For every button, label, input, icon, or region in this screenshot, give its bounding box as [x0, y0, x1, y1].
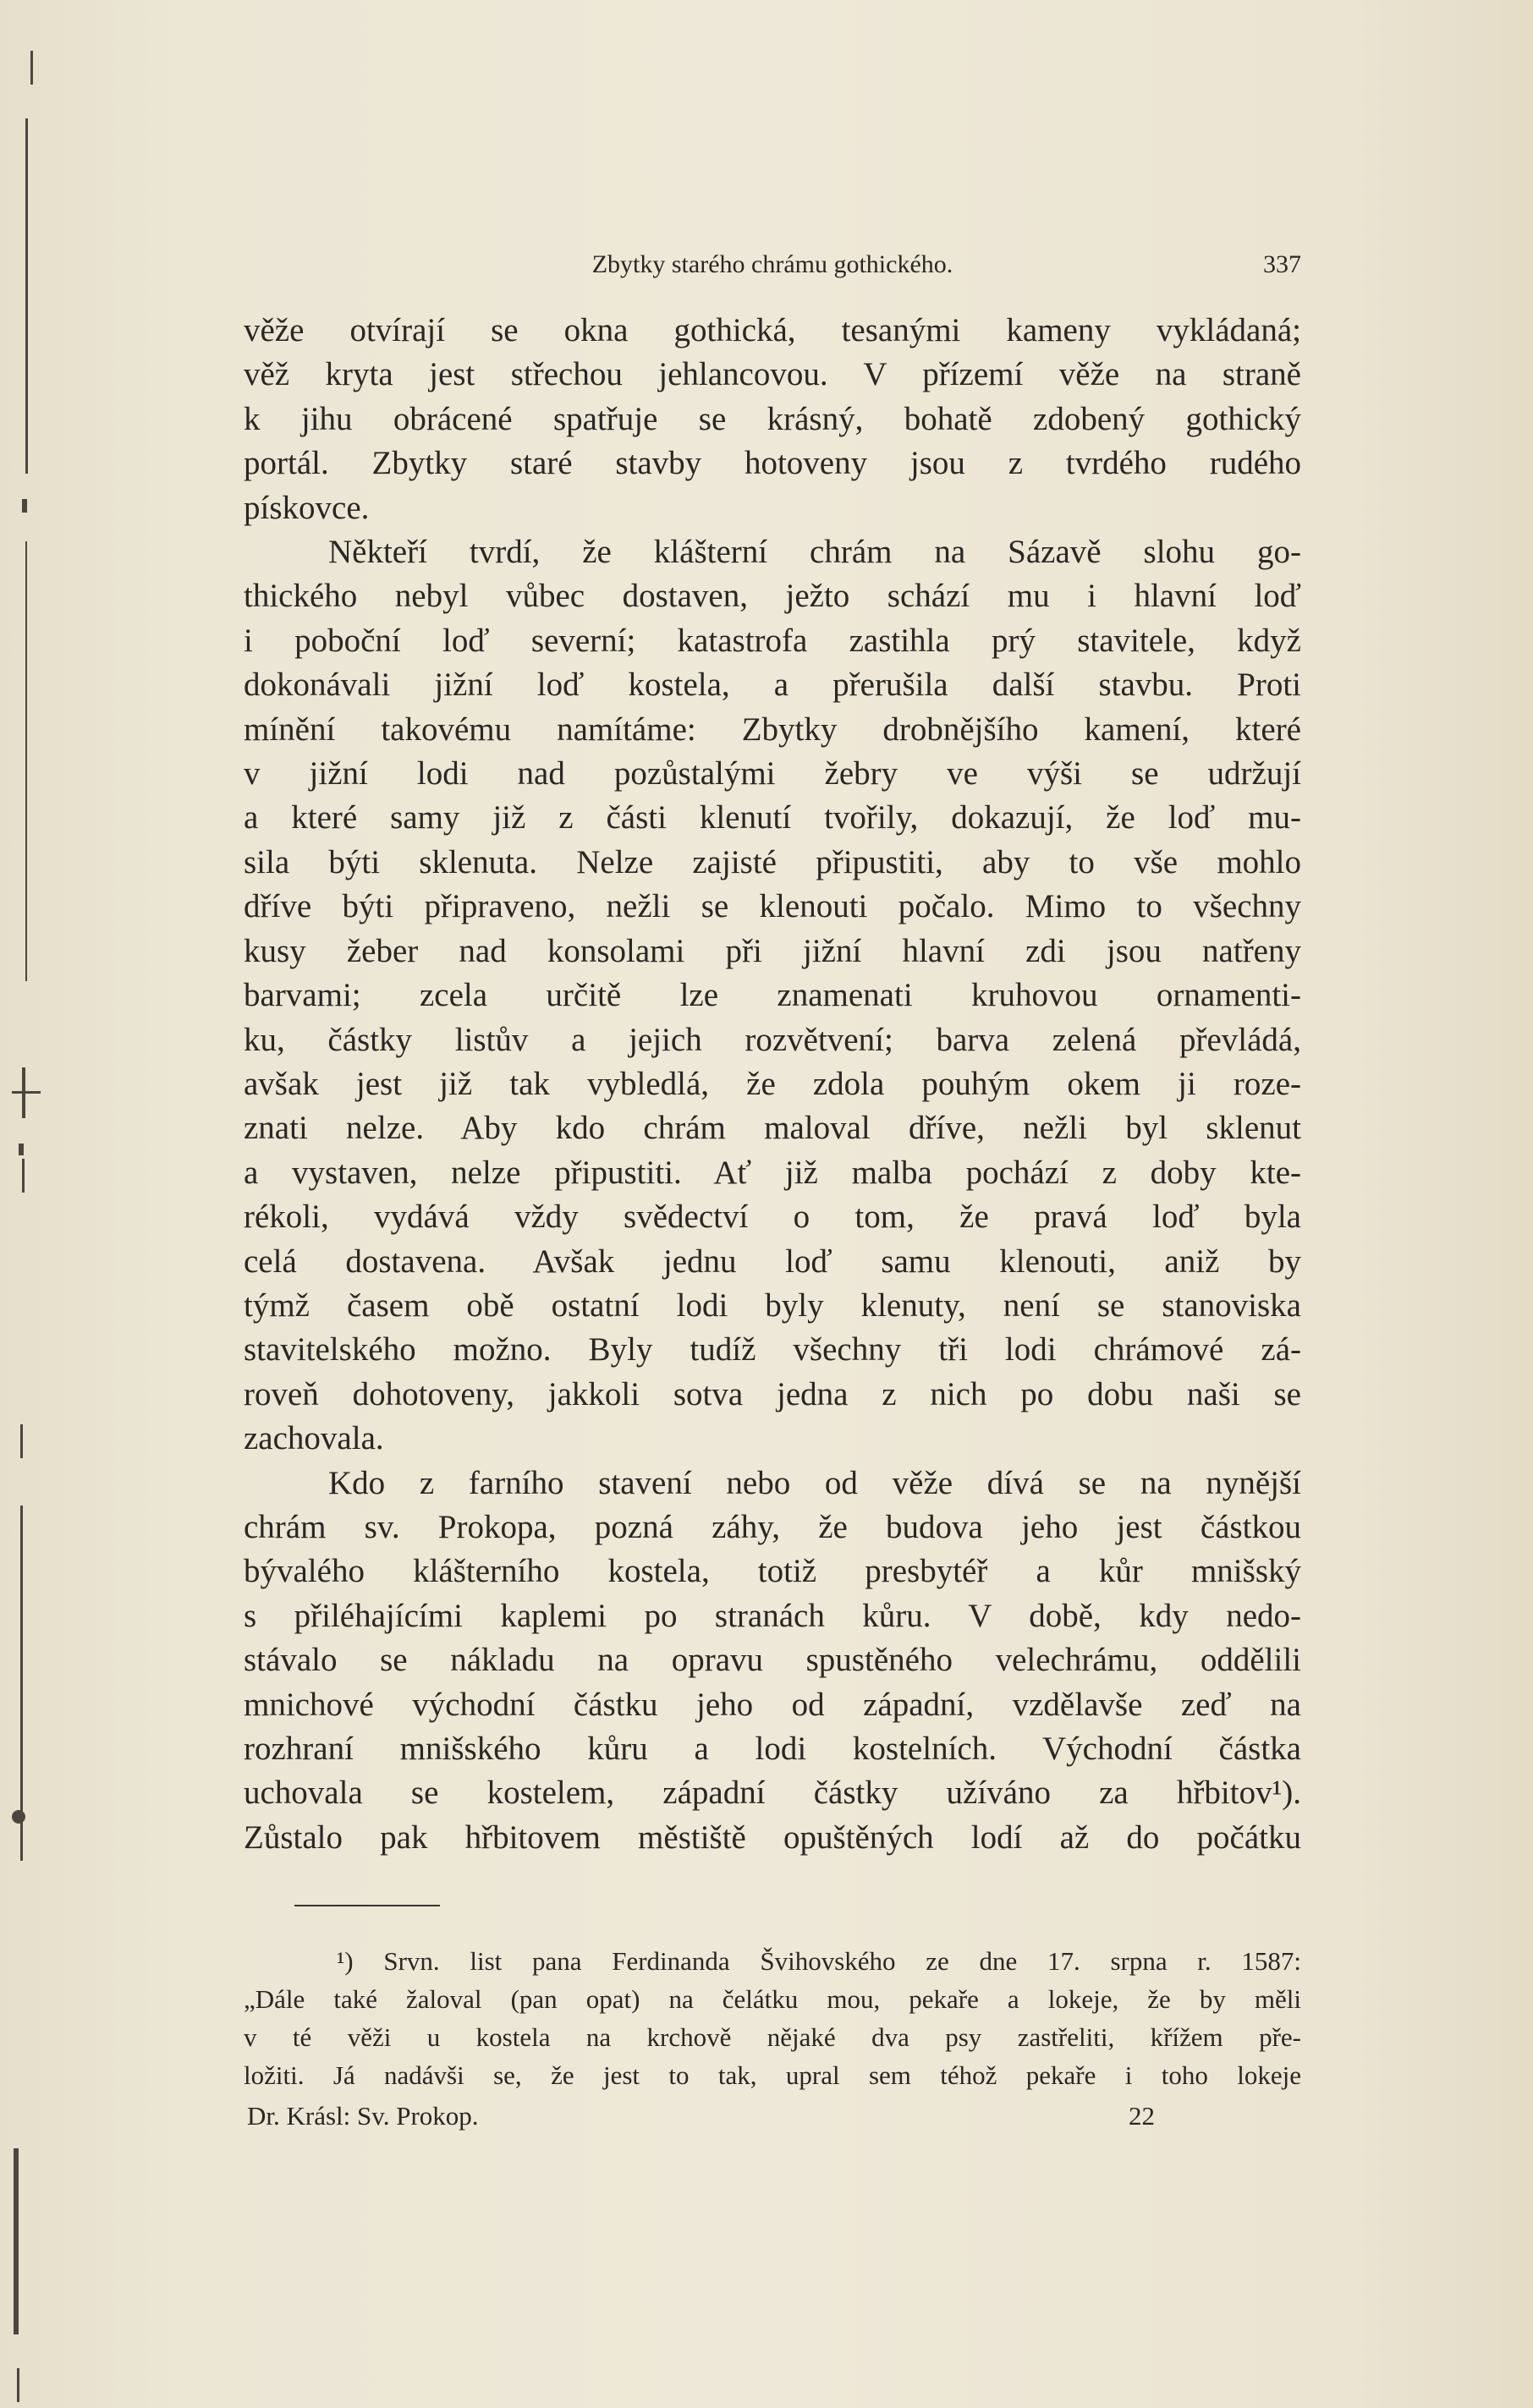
text-line: barvami; zcela určitě lze znamenati kruhovou ornamenti- [244, 977, 1301, 1014]
footnote-line: ložiti. Já nadávši se, že jest to tak, upral sem téhož pekaře i toho lokeje [244, 2060, 1301, 2090]
footnote-line: ¹) Srvn. list pana Ferdinanda Švihovského ze dne 17. srpna r. 1587: [337, 1946, 1301, 1976]
text-line: věž kryta jest střechou jehlancovou. V přízemí věže na straně [244, 356, 1301, 393]
paragraph [244, 1462, 1301, 1861]
text-line: roveň dohotoveny, jakkoli sotva jedna z nich po dobu naši se [244, 1375, 1301, 1412]
text-line: mínění takovému namítáme: Zbytky drobnějšího kamení, které [244, 710, 1301, 748]
gutter-mark [12, 1091, 41, 1094]
text-line: znati nelze. Aby kdo chrám maloval dříve, nežli byl sklenut [244, 1110, 1301, 1147]
footnote-rule [294, 1905, 440, 1906]
text-line: avšak jest již tak vybledlá, že zdola pouhým okem ji roze- [244, 1065, 1301, 1102]
text-line: Zůstalo pak hřbitovem městiště opuštěných lodí až do počátku [244, 1818, 1301, 1856]
page-number: 337 [1263, 250, 1301, 278]
gutter-mark [30, 51, 33, 85]
running-title: Zbytky starého chrámu gothického. [591, 250, 953, 278]
text-line: chrám sv. Prokopa, pozná záhy, že budova jeho jest částkou [244, 1508, 1301, 1545]
text-line: ku, částky listův a jejich rozvětvení; barva zelená převládá, [244, 1021, 1301, 1058]
text-line: Někteří tvrdí, že klášterní chrám na Sázavě slohu go- [328, 534, 1301, 571]
text-line: dříve býti připraveno, nežli se klenouti počalo. Mimo to všechny [244, 888, 1301, 925]
footnote [244, 1942, 1301, 2094]
gutter-mark [17, 2368, 19, 2402]
text-line: stávalo se nákladu na opravu spustěného velechrámu, oddělili [244, 1642, 1301, 1679]
text-line: i poboční loď severní; katastrofa zastihla prý stavitele, když [244, 622, 1301, 659]
text-line: sila býti sklenuta. Nelze zajisté připustiti, aby to vše mohlo [244, 843, 1301, 880]
text-line: bývalého klášterního kostela, totiž presbytéř a kůr mnišský [244, 1553, 1301, 1590]
text-line: věže otvírají se okna gothická, tesanými kameny vykládaná; [244, 312, 1301, 348]
text-line: mnichové východní částku jeho od západní, vzdělavše zeď na [244, 1686, 1301, 1723]
text-line: s přiléhajícími kaplemi po stranách kůru. V době, kdy nedo- [244, 1597, 1301, 1634]
text-line: uchovala se kostelem, západní částky užíváno za hřbitov¹). [244, 1774, 1301, 1812]
gutter-mark [22, 499, 27, 513]
text-line: a vystaven, nelze připustiti. Ať již malba pochází z doby kte- [244, 1154, 1301, 1191]
text-line: a které samy již z části klenutí tvořily, dokazují, že loď mu- [244, 799, 1301, 836]
text-line: kusy žeber nad konsolami při jižní hlavní zdi jsou natřeny [244, 932, 1301, 969]
text-line: týmž časem obě ostatní lodi byly klenuty, není se stanoviska [244, 1286, 1301, 1324]
text-line: pískovce. [244, 489, 370, 526]
text-line: zachovala. [244, 1420, 384, 1457]
gutter-mark [20, 1424, 23, 1458]
text-line: Kdo z farního stavení nebo od věže dívá se na nynější [328, 1464, 1301, 1501]
text-line: stavitelského možno. Byly tudíž všechny tři lodi chrámové zá- [244, 1331, 1301, 1369]
text-line: portál. Zbytky staré stavby hotoveny jsou z tvrdého rudého [244, 445, 1301, 482]
body-text [244, 309, 1301, 1860]
gutter-mark [20, 1506, 23, 1861]
printer-signature [244, 2101, 1301, 2135]
gutter-mark [14, 2148, 19, 2334]
signature-author: Dr. Krásl: Sv. Prokop. [247, 2101, 479, 2131]
text-line: thického nebyl vůbec dostaven, ježto schází mu i hlavní loď [244, 578, 1301, 615]
text-line: k jihu obrácené spatřuje se krásný, bohatě zdobený gothický [244, 400, 1301, 437]
text-line: v jižní lodi nad pozůstalými žebry ve výši se udržují [244, 755, 1301, 793]
gutter-mark [22, 1159, 25, 1193]
text-line: dokonávali jižní loď kostela, a přerušila další stavbu. Proti [244, 666, 1301, 704]
footnote-line: v té věži u kostela na krchově nějaké dva psy zastřeliti, křížem pře- [244, 2022, 1301, 2052]
text-line: rozhraní mnišského kůru a lodi kostelních. Východní částka [244, 1731, 1301, 1767]
footnote-line: „Dále také žaloval (pan opat) na čelátku mou, pekaře a lokeje, že by měli [244, 1984, 1301, 2014]
gutter-mark [22, 1067, 25, 1118]
gutter-mark [25, 541, 27, 981]
text-line: celá dostavena. Avšak jednu loď samu klenouti, aniž by [244, 1242, 1301, 1280]
gutter-mark [12, 1810, 25, 1824]
text-line: rékoli, vydává vždy svědectví o tom, že pravá loď byla [244, 1199, 1301, 1236]
running-header [244, 250, 1301, 284]
gutter-mark [19, 1144, 24, 1155]
paragraph [244, 530, 1301, 1462]
signature-sheet-number: 22 [1129, 2101, 1155, 2131]
paragraph [244, 309, 1301, 530]
gutter-mark [25, 118, 28, 474]
